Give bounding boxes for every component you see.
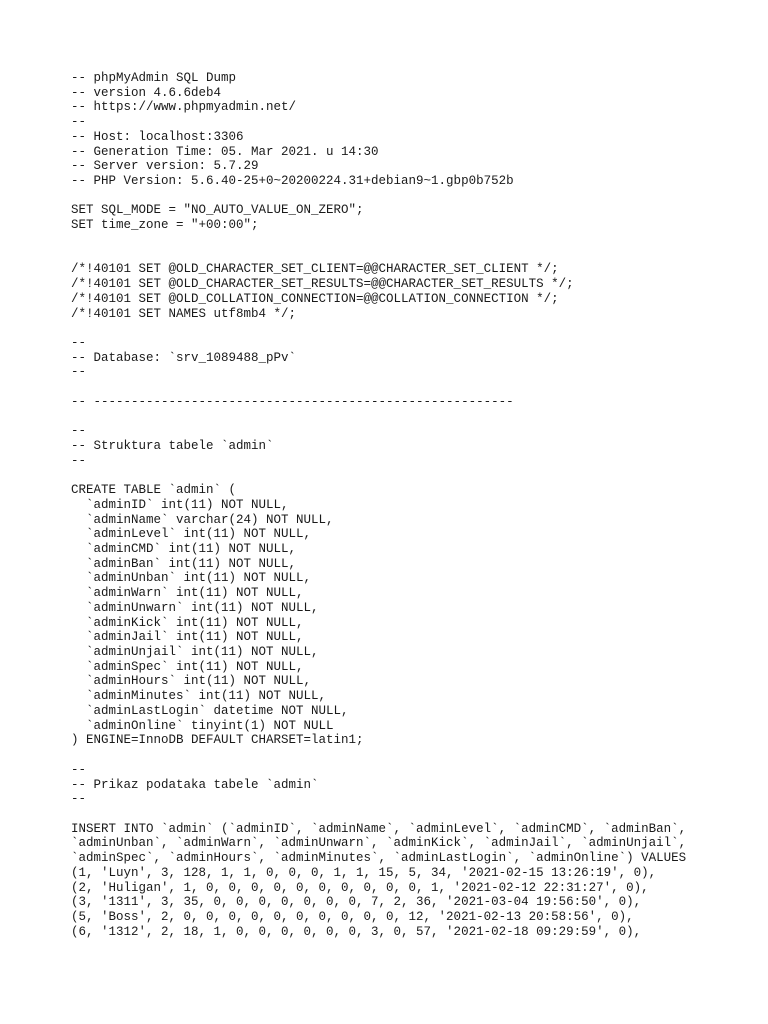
comment-line: -- <box>71 115 87 130</box>
comment-line: -- <box>71 335 87 350</box>
blank-line <box>71 748 751 763</box>
code-line: SET time_zone = "+00:00"; <box>71 218 259 233</box>
insert-values-row: (6, '1312', 2, 18, 1, 0, 0, 0, 0, 0, 0, 3, 0, 57, '2021-02-18 09:29:59', 0), <box>71 924 642 939</box>
comment-line: -- Generation Time: 05. Mar 2021. u 14:30 <box>71 144 379 159</box>
code-line: `adminJail` int(11) NOT NULL, <box>71 630 304 645</box>
insert-values-row: (3, '1311', 3, 35, 0, 0, 0, 0, 0, 0, 0, 7, 2, 36, '2021-03-04 19:56:50', 0), <box>71 895 642 910</box>
code-line: `adminMinutes` int(11) NOT NULL, <box>71 689 327 704</box>
comment-line: -- version 4.6.6deb4 <box>71 85 222 100</box>
directive-line: /*!40101 SET NAMES utf8mb4 */; <box>71 306 297 321</box>
code-line: `adminHours` int(11) NOT NULL, <box>71 674 312 689</box>
blank-line <box>71 807 751 822</box>
comment-line: -- <box>71 762 87 777</box>
directive-line: /*!40101 SET @OLD_CHARACTER_SET_RESULTS=@@CHARACTER_SET_RESULTS */; <box>71 277 574 292</box>
comment-line: -- <box>71 365 87 380</box>
code-line: SET SQL_MODE = "NO_AUTO_VALUE_ON_ZERO"; <box>71 203 364 218</box>
blank-line <box>71 189 751 204</box>
code-line: `adminUnban`, `adminWarn`, `adminUnwarn`, `adminKick`, `adminJail`, `adminUnjail`, <box>71 836 687 851</box>
blank-line <box>71 380 751 395</box>
code-line: `adminWarn` int(11) NOT NULL, <box>71 586 304 601</box>
blank-line <box>71 233 751 248</box>
blank-line <box>71 321 751 336</box>
code-line: `adminLevel` int(11) NOT NULL, <box>71 527 312 542</box>
comment-line: -- Host: localhost:3306 <box>71 129 244 144</box>
code-line: INSERT INTO `admin` (`adminID`, `adminName`, `adminLevel`, `adminCMD`, `adminBan`, <box>71 821 687 836</box>
insert-values-row: (5, 'Boss', 2, 0, 0, 0, 0, 0, 0, 0, 0, 0, 0, 12, '2021-02-13 20:58:56', 0), <box>71 909 634 924</box>
comment-line: -- <box>71 453 87 468</box>
comment-line: -- Database: `srv_1089488_pPv` <box>71 350 297 365</box>
comment-line: -- Prikaz podataka tabele `admin` <box>71 777 319 792</box>
comment-line: -- PHP Version: 5.6.40-25+0~20200224.31+debian9~1.gbp0b752b <box>71 174 514 189</box>
blank-line <box>71 248 751 263</box>
comment-line: -- phpMyAdmin SQL Dump <box>71 71 237 85</box>
code-line: `adminSpec` int(11) NOT NULL, <box>71 659 304 674</box>
code-line: `adminUnban` int(11) NOT NULL, <box>71 571 312 586</box>
comment-line: -- Struktura tabele `admin` <box>71 438 274 453</box>
code-line: `adminUnwarn` int(11) NOT NULL, <box>71 600 319 615</box>
code-line: `adminCMD` int(11) NOT NULL, <box>71 542 297 556</box>
comment-line: -- <box>71 792 87 807</box>
comment-line: -- https://www.phpmyadmin.net/ <box>71 100 297 115</box>
code-line: ) ENGINE=InnoDB DEFAULT CHARSET=latin1; <box>71 733 364 748</box>
comment-line: -- <box>71 424 87 439</box>
blank-line <box>71 410 751 425</box>
insert-values-row: (1, 'Luyn', 3, 128, 1, 1, 0, 0, 0, 1, 1, 15, 5, 34, '2021-02-15 13:26:19', 0), <box>71 865 657 880</box>
comment-line: -- Server version: 5.7.29 <box>71 159 259 174</box>
code-line: `adminSpec`, `adminHours`, `adminMinutes`, `adminLastLogin`, `adminOnline`) VALUES <box>71 851 687 866</box>
blank-line <box>71 468 751 483</box>
code-line: `adminBan` int(11) NOT NULL, <box>71 556 297 571</box>
comment-line: -- -------------------------------------------------------- <box>71 394 514 409</box>
code-line: `adminOnline` tinyint(1) NOT NULL <box>71 718 334 733</box>
code-line: `adminKick` int(11) NOT NULL, <box>71 615 304 630</box>
code-line: `adminUnjail` int(11) NOT NULL, <box>71 645 319 660</box>
insert-values-row: (2, 'Huligan', 1, 0, 0, 0, 0, 0, 0, 0, 0, 0, 0, 1, '2021-02-12 22:31:27', 0), <box>71 880 649 895</box>
directive-line: /*!40101 SET @OLD_CHARACTER_SET_CLIENT=@@CHARACTER_SET_CLIENT */; <box>71 262 559 277</box>
code-line: CREATE TABLE `admin` ( <box>71 483 237 498</box>
code-line: `adminName` varchar(24) NOT NULL, <box>71 512 334 527</box>
code-line: `adminID` int(11) NOT NULL, <box>71 497 289 512</box>
sql-dump-text <box>71 71 751 939</box>
directive-line: /*!40101 SET @OLD_COLLATION_CONNECTION=@@COLLATION_CONNECTION */; <box>71 291 559 306</box>
code-line: `adminLastLogin` datetime NOT NULL, <box>71 703 349 718</box>
